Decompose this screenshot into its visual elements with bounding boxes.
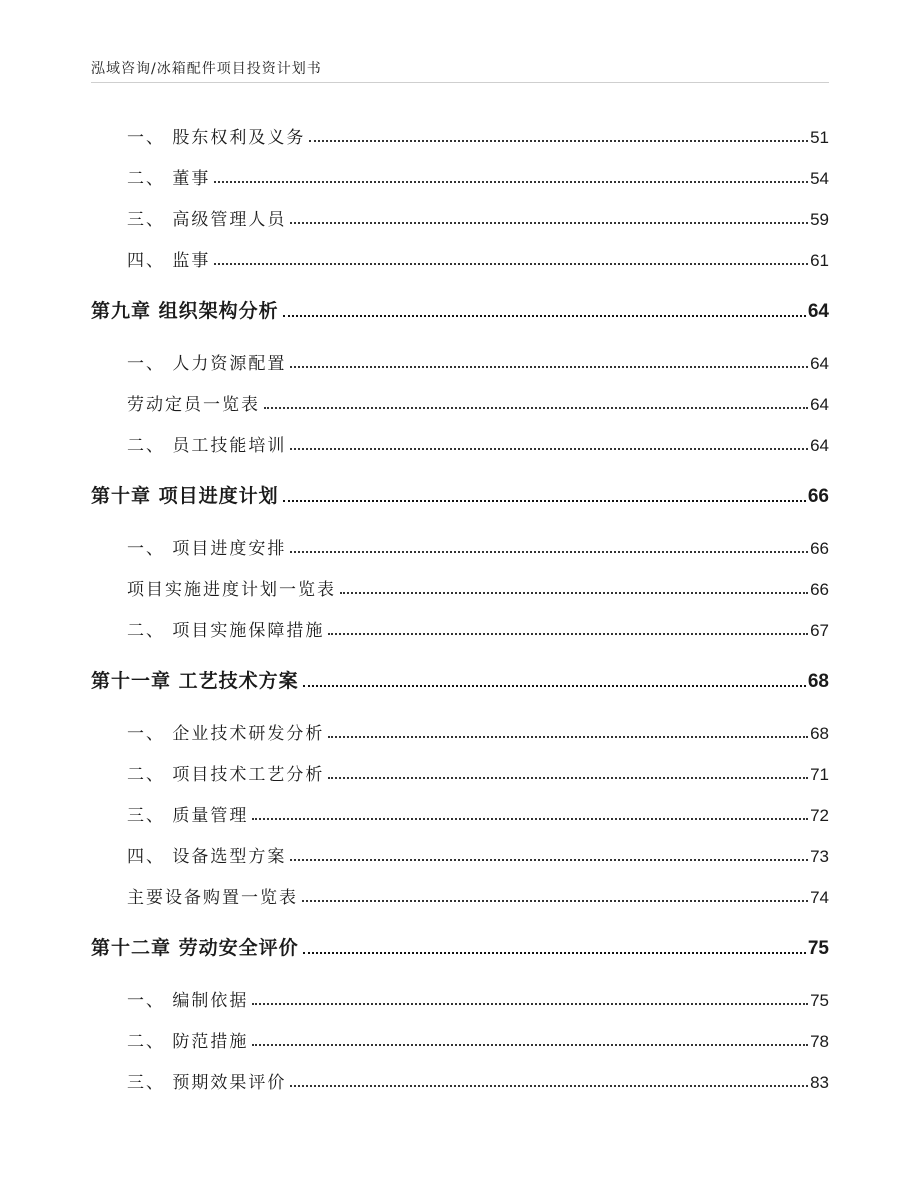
toc-entry-title: 一、 股东权利及义务	[127, 128, 306, 148]
toc-section-entry[interactable]	[127, 247, 829, 271]
dot-leader	[290, 858, 808, 861]
toc-section-entry[interactable]	[127, 350, 829, 374]
toc-chapter-entry[interactable]	[91, 665, 829, 693]
toc-section-entry[interactable]	[127, 124, 829, 148]
toc-page-number: 75	[810, 991, 829, 1010]
dot-leader	[302, 899, 808, 902]
toc-page-number: 64	[810, 395, 829, 414]
toc-page-number: 68	[810, 724, 829, 743]
toc-section-entry[interactable]	[127, 1069, 829, 1093]
toc-entry-title: 三、 预期效果评价	[127, 1073, 287, 1093]
toc-entry-title: 一、 编制依据	[127, 991, 249, 1011]
dot-leader	[214, 180, 808, 183]
toc-section-entry[interactable]	[127, 802, 829, 826]
toc-entry-title: 主要设备购置一览表	[127, 888, 298, 908]
dot-leader	[252, 817, 808, 820]
toc-chapter-entry[interactable]	[91, 480, 829, 508]
toc-page-number: 51	[810, 128, 829, 147]
toc-section-entry[interactable]	[127, 165, 829, 189]
toc-section-entry[interactable]	[127, 843, 829, 867]
toc-page-number: 68	[807, 671, 829, 692]
toc-entry-title: 四、 设备选型方案	[127, 847, 287, 867]
running-header: 泓域咨询/冰箱配件项目投资计划书	[91, 61, 322, 77]
toc-entry-title: 项目实施进度计划一览表	[127, 580, 336, 600]
toc-section-entry[interactable]	[127, 720, 829, 744]
dot-leader	[264, 406, 808, 409]
dot-leader	[309, 139, 808, 142]
toc-page-number: 75	[807, 938, 829, 959]
toc-page-number: 67	[810, 621, 829, 640]
header-rule	[91, 82, 829, 83]
toc-entry-title: 一、 项目进度安排	[127, 539, 287, 559]
toc-chapter-entry[interactable]	[91, 932, 829, 960]
dot-leader	[303, 951, 806, 954]
toc-page-number: 59	[810, 210, 829, 229]
toc-entry-title: 二、 项目实施保障措施	[127, 621, 325, 641]
dot-leader	[328, 735, 808, 738]
toc-section-entry[interactable]	[127, 761, 829, 785]
toc-chapter-entry[interactable]	[91, 295, 829, 323]
toc-entry-title: 一、 人力资源配置	[127, 354, 287, 374]
toc-entry-title: 一、 企业技术研发分析	[127, 724, 325, 744]
dot-leader	[290, 1084, 808, 1087]
toc-entry-title: 劳动定员一览表	[127, 395, 260, 415]
dot-leader	[290, 447, 808, 450]
dot-leader	[303, 684, 806, 687]
toc-page-number: 71	[810, 765, 829, 784]
toc-entry-title: 二、 员工技能培训	[127, 436, 287, 456]
toc-entry-title: 第十二章 劳动安全评价	[91, 937, 299, 959]
toc-entry-title: 第九章 组织架构分析	[91, 300, 279, 322]
toc-section-entry[interactable]	[127, 884, 829, 908]
toc-entry-title: 三、 质量管理	[127, 806, 249, 826]
toc-section-entry[interactable]	[127, 206, 829, 230]
toc-page-number: 61	[810, 251, 829, 270]
dot-leader	[283, 499, 806, 502]
toc-page-number: 54	[810, 169, 829, 188]
toc-section-entry[interactable]	[127, 1028, 829, 1052]
toc-entry-title: 二、 董事	[127, 169, 211, 189]
toc-entry-title: 第十一章 工艺技术方案	[91, 670, 299, 692]
toc-section-entry[interactable]	[127, 617, 829, 641]
toc-section-entry[interactable]	[127, 391, 829, 415]
toc-entry-title: 三、 高级管理人员	[127, 210, 287, 230]
toc-entry-title: 第十章 项目进度计划	[91, 485, 279, 507]
toc-page-number: 83	[810, 1073, 829, 1092]
toc-page-number: 66	[810, 539, 829, 558]
toc-page-number: 78	[810, 1032, 829, 1051]
toc-section-entry[interactable]	[127, 432, 829, 456]
toc-page-number: 73	[810, 847, 829, 866]
dot-leader	[252, 1043, 808, 1046]
dot-leader	[252, 1002, 808, 1005]
toc-section-entry[interactable]	[127, 576, 829, 600]
toc-entry-title: 二、 防范措施	[127, 1032, 249, 1052]
dot-leader	[290, 550, 808, 553]
dot-leader	[290, 221, 808, 224]
toc-section-entry[interactable]	[127, 535, 829, 559]
toc-page-number: 66	[807, 486, 829, 507]
toc-page-number: 72	[810, 806, 829, 825]
toc-page-number: 74	[810, 888, 829, 907]
toc-entry-title: 二、 项目技术工艺分析	[127, 765, 325, 785]
toc-page-number: 64	[810, 436, 829, 455]
toc-section-entry[interactable]	[127, 987, 829, 1011]
toc-page-number: 64	[807, 301, 829, 322]
dot-leader	[290, 365, 808, 368]
dot-leader	[214, 262, 808, 265]
dot-leader	[340, 591, 808, 594]
toc-entry-title: 四、 监事	[127, 251, 211, 271]
dot-leader	[328, 632, 808, 635]
toc-page-number: 66	[810, 580, 829, 599]
dot-leader	[283, 314, 806, 317]
toc-page-number: 64	[810, 354, 829, 373]
dot-leader	[328, 776, 808, 779]
